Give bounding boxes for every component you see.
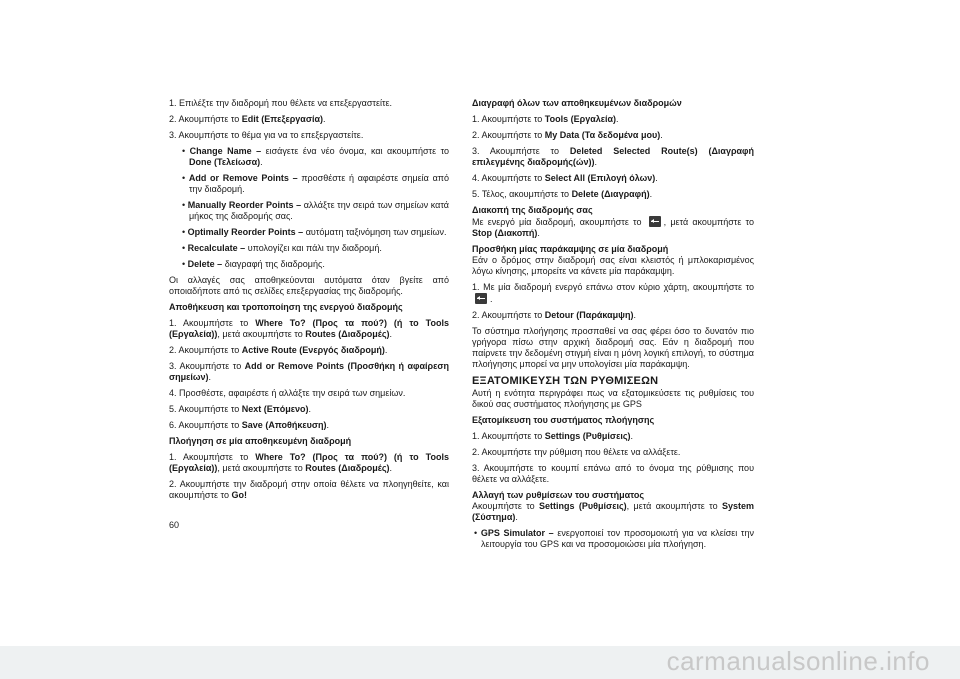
left-column	[169, 98, 449, 506]
paragraph: Εάν ο δρόμος στην διαδρομή σας είναι κλειστός ή μπλοκαρισμένος λόγω κίνησης, μπορείτε να κάνετε μία παράκαμψη.	[472, 255, 754, 276]
bullet-item: • Optimally Reorder Points – αυτόματη ταξινόμηση των σημείων.	[182, 227, 447, 237]
section-heading: Πλοήγηση σε μία αποθηκευμένη διαδρομή	[169, 436, 352, 446]
bullet-item: • Recalculate – υπολογίζει και πάλι την διαδρομή.	[182, 243, 382, 253]
paragraph: Με ενεργό μία διαδρομή, ακουμπήστε το , μετά ακουμπήστε το Stop (Διακοπή).	[472, 217, 754, 238]
step: 2. Ακουμπήστε την διαδρομή στην οποία θέλετε να πλοηγηθείτε, και ακουμπήστε το Go!	[169, 479, 449, 500]
step: 1. Επιλέξτε την διαδρομή που θέλετε να επεξεργαστείτε.	[169, 98, 393, 108]
step: 6. Ακουμπήστε το Save (Αποθήκευση).	[169, 420, 330, 430]
step: 4. Προσθέστε, αφαιρέστε ή αλλάξτε την σειρά των σημείων.	[169, 388, 406, 398]
step: 1. Με μία διαδρομή ενεργό επάνω στον κύριο χάρτη, ακουμπήστε το .	[472, 282, 754, 304]
back-arrow-icon	[475, 293, 487, 304]
right-column	[472, 98, 754, 555]
section-heading: Προσθήκη μίας παράκαμψης σε μία διαδρομή	[472, 244, 669, 254]
section-heading: Διαγραφή όλων των αποθηκευμένων διαδρομών	[472, 98, 682, 108]
watermark: carmanualsonline.info	[666, 646, 930, 676]
step: 3. Ακουμπήστε το Add or Remove Points (Προσθήκη ή αφαίρεση σημείων).	[169, 361, 449, 382]
back-arrow-icon	[649, 216, 661, 227]
page-number: 60	[169, 520, 180, 530]
bullet-item: • Delete – διαγραφή της διαδρομής.	[182, 259, 325, 269]
step: 5. Ακουμπήστε το Next (Επόμενο).	[169, 404, 311, 414]
section-heading: Διακοπή της διαδρομής σας	[472, 205, 593, 215]
step: 4. Ακουμπήστε το Select All (Επιλογή όλων).	[472, 173, 658, 183]
step: 3. Ακουμπήστε το θέμα για να το επεξεργαστείτε.	[169, 130, 364, 140]
step: 2. Ακουμπήστε το My Data (Τα δεδομένα μου).	[472, 130, 663, 140]
step: 2. Ακουμπήστε την ρύθμιση που θέλετε να αλλάξετε.	[472, 447, 681, 457]
paragraph: Οι αλλαγές σας αποθηκεύονται αυτόματα όταν βγείτε από οποιαδήποτε από τις σελίδες επεξεργασίας της διαδρομής.	[169, 275, 449, 296]
paragraph: Ακουμπήστε το Settings (Ρυθμίσεις), μετά ακουμπήστε το System (Σύστημα).	[472, 501, 755, 522]
paragraph: Αυτή η ενότητα περιγράφει πως να εξατομικεύσετε τις ρυθμίσεις του δικού σας συστήματος πλοήγησης με GPS	[472, 388, 754, 409]
bullet-item: • Add or Remove Points – προσθέστε ή αφαιρέστε σημεία από την διαδρομή.	[182, 173, 449, 194]
step: 1. Ακουμπήστε το Where To? (Προς τα πού?) (ή το Tools (Εργαλεία)), μετά ακουμπήστε το Routes (Διαδρομές).	[169, 318, 449, 339]
bullet-item: • GPS Simulator – ενεργοποιεί τον προσομοιωτή για να κλείσει την λειτουργία του GPS και να προσομοιώσει μία πλοήγηση.	[474, 528, 754, 549]
bullet-item: • Manually Reorder Points – αλλάξτε την σειρά των σημείων κατά μήκος της διαδρομής σας.	[182, 200, 450, 221]
step: 3. Ακουμπήστε το Deleted Selected Route(s) (Διαγραφή επιλεγμένης διαδρομής(ών)).	[472, 146, 754, 167]
step: 1. Ακουμπήστε το Where To? (Προς τα πού?) (ή το Tools (Εργαλεία)), μετά ακουμπήστε το Routes (Διαδρομές).	[169, 452, 449, 473]
step: 2. Ακουμπήστε το Detour (Παράκαμψη).	[472, 310, 636, 320]
section-heading: Αποθήκευση και τροποποίηση της ενεργού διαδρομής	[169, 302, 403, 312]
bullet-item: • Change Name – εισάγετε ένα νέο όνομα, και ακουμπήστε το Done (Τελείωσα).	[182, 146, 450, 167]
step: 2. Ακουμπήστε το Edit (Επεξεργασία).	[169, 114, 326, 124]
section-heading: Αλλαγή των ρυθμίσεων του συστήματος	[472, 490, 645, 500]
step: 1. Ακουμπήστε το Settings (Ρυθμίσεις).	[472, 431, 634, 441]
step: 2. Ακουμπήστε το Active Route (Ενεργός διαδρομή).	[169, 345, 388, 355]
section-heading: Εξατομίκευση του συστήματος πλοήγησης	[472, 415, 655, 425]
step: 5. Τέλος, ακουμπήστε το Delete (Διαγραφή).	[472, 189, 653, 199]
step: 1. Ακουμπήστε το Tools (Εργαλεία).	[472, 114, 619, 124]
paragraph: Το σύστημα πλοήγησης προσπαθεί να σας φέρει όσο το δυνατόν πιο γρήγορα πίσω στην αρχική διαδρομή σας. Εάν η διαδρομή που παίρνετε την δεδομένη στιγμή είναι η μόνη λογική επιλογή, το σύστημα πλοήγησης μπορεί να μην υπολογίσει μία παράκαμψη.	[472, 326, 754, 369]
step: 3. Ακουμπήστε το κουμπί επάνω από το όνομα της ρύθμισης που θέλετε να αλλάξετε.	[472, 463, 754, 484]
chapter-heading: ΕΞΑΤΟΜΙΚΕΥΣΗ ΤΩΝ ΡΥΘΜΙΣΕΩΝ	[472, 375, 659, 387]
